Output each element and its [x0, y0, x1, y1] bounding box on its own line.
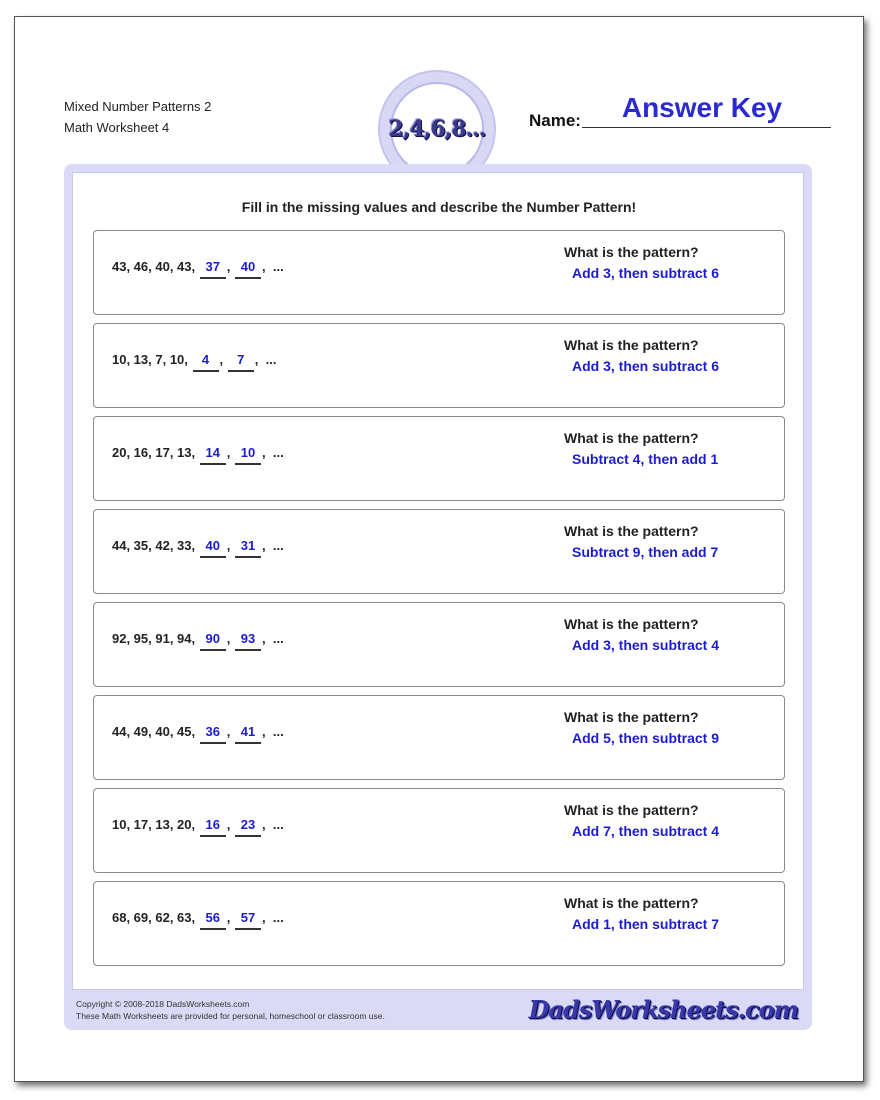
missing-value-1[interactable]: 36 — [200, 724, 226, 744]
separator: , — [226, 445, 231, 460]
given-numbers: 44, 35, 42, 33, — [112, 538, 196, 553]
footer-copyright — [76, 998, 385, 1022]
missing-value-1[interactable]: 4 — [193, 352, 219, 372]
separator: , — [226, 259, 231, 274]
missing-value-2[interactable]: 93 — [235, 631, 261, 651]
number-sequence — [112, 445, 284, 465]
worksheet-frame — [64, 164, 812, 1030]
problem-box — [93, 323, 785, 408]
separator: , — [262, 817, 266, 832]
number-sequence — [112, 352, 276, 372]
missing-value-1[interactable]: 37 — [200, 259, 226, 279]
number-sequence — [112, 817, 284, 837]
title-line-1: Mixed Number Patterns 2 — [64, 99, 212, 114]
pattern-question: What is the pattern? — [564, 430, 699, 446]
pattern-question: What is the pattern? — [564, 709, 699, 725]
pattern-answer[interactable]: Add 3, then subtract 4 — [572, 637, 720, 653]
separator: , — [226, 817, 231, 832]
pattern-question: What is the pattern? — [564, 337, 699, 353]
separator: , — [262, 910, 266, 925]
pattern-answer[interactable]: Add 3, then subtract 6 — [572, 358, 720, 374]
worksheet-title — [64, 96, 211, 138]
given-numbers: 68, 69, 62, 63, — [112, 910, 196, 925]
missing-value-1[interactable]: 14 — [200, 445, 226, 465]
name-line — [582, 127, 831, 128]
pattern-question: What is the pattern? — [564, 802, 699, 818]
number-sequence — [112, 259, 284, 279]
pattern-answer[interactable]: Add 5, then subtract 9 — [572, 730, 720, 746]
pattern-question: What is the pattern? — [564, 895, 699, 911]
pattern-answer[interactable]: Add 7, then subtract 4 — [572, 823, 720, 839]
ellipsis: ... — [272, 445, 284, 460]
pattern-question: What is the pattern? — [564, 523, 699, 539]
separator: , — [226, 724, 231, 739]
missing-value-2[interactable]: 40 — [235, 259, 261, 279]
missing-value-1[interactable]: 56 — [200, 910, 226, 930]
separator: , — [219, 352, 224, 367]
given-numbers: 10, 17, 13, 20, — [112, 817, 196, 832]
ellipsis: ... — [272, 631, 284, 646]
problem-box — [93, 416, 785, 501]
pattern-badge-inner — [390, 82, 484, 176]
given-numbers: 10, 13, 7, 10, — [112, 352, 188, 367]
ellipsis: ... — [265, 352, 277, 367]
separator: , — [262, 631, 266, 646]
missing-value-2[interactable]: 10 — [235, 445, 261, 465]
missing-value-1[interactable]: 90 — [200, 631, 226, 651]
separator: , — [226, 631, 231, 646]
usage-notice: These Math Worksheets are provided for personal, homeschool or classroom use. — [76, 1011, 385, 1021]
separator: , — [254, 352, 259, 367]
pattern-answer[interactable]: Add 3, then subtract 6 — [572, 265, 720, 281]
separator: , — [226, 910, 231, 925]
given-numbers: 20, 16, 17, 13, — [112, 445, 196, 460]
title-line-2: Math Worksheet 4 — [64, 120, 170, 135]
missing-value-1[interactable]: 40 — [200, 538, 226, 558]
missing-value-2[interactable]: 41 — [235, 724, 261, 744]
dadsworksheets-logo: DadsWorksheets.com — [528, 995, 798, 1024]
problem-box — [93, 788, 785, 873]
ellipsis: ... — [272, 259, 284, 274]
given-numbers: 92, 95, 91, 94, — [112, 631, 196, 646]
separator: , — [262, 445, 266, 460]
separator: , — [262, 259, 266, 274]
ellipsis: ... — [272, 538, 284, 553]
ellipsis: ... — [272, 724, 284, 739]
number-sequence — [112, 631, 284, 651]
ellipsis: ... — [272, 817, 284, 832]
pattern-question: What is the pattern? — [564, 616, 699, 632]
problem-box — [93, 602, 785, 687]
name-label: Name: — [529, 111, 581, 130]
missing-value-2[interactable]: 31 — [235, 538, 261, 558]
problem-box — [93, 509, 785, 594]
separator: , — [262, 538, 266, 553]
problem-box — [93, 881, 785, 966]
number-sequence — [112, 910, 284, 930]
missing-value-2[interactable]: 57 — [235, 910, 261, 930]
missing-value-2[interactable]: 7 — [228, 352, 254, 372]
problem-box — [93, 230, 785, 315]
badge-text: 2,4,6,8... — [388, 116, 486, 142]
pattern-answer[interactable]: Subtract 4, then add 1 — [572, 451, 719, 467]
given-numbers: 44, 49, 40, 45, — [112, 724, 196, 739]
ellipsis: ... — [272, 910, 284, 925]
answer-key-text: Answer Key — [621, 92, 783, 123]
number-sequence — [112, 724, 284, 744]
copyright-text: Copyright © 2008-2018 DadsWorksheets.com — [76, 999, 250, 1009]
pattern-answer[interactable]: Subtract 9, then add 7 — [572, 544, 719, 560]
number-sequence — [112, 538, 284, 558]
pattern-answer[interactable]: Add 1, then subtract 7 — [572, 916, 720, 932]
given-numbers: 43, 46, 40, 43, — [112, 259, 196, 274]
instructions: Fill in the missing values and describe the Number Pattern! — [241, 199, 637, 215]
worksheet-body — [72, 172, 804, 990]
pattern-question: What is the pattern? — [564, 244, 699, 260]
missing-value-2[interactable]: 23 — [235, 817, 261, 837]
separator: , — [262, 724, 266, 739]
separator: , — [226, 538, 231, 553]
missing-value-1[interactable]: 16 — [200, 817, 226, 837]
problem-box — [93, 695, 785, 780]
